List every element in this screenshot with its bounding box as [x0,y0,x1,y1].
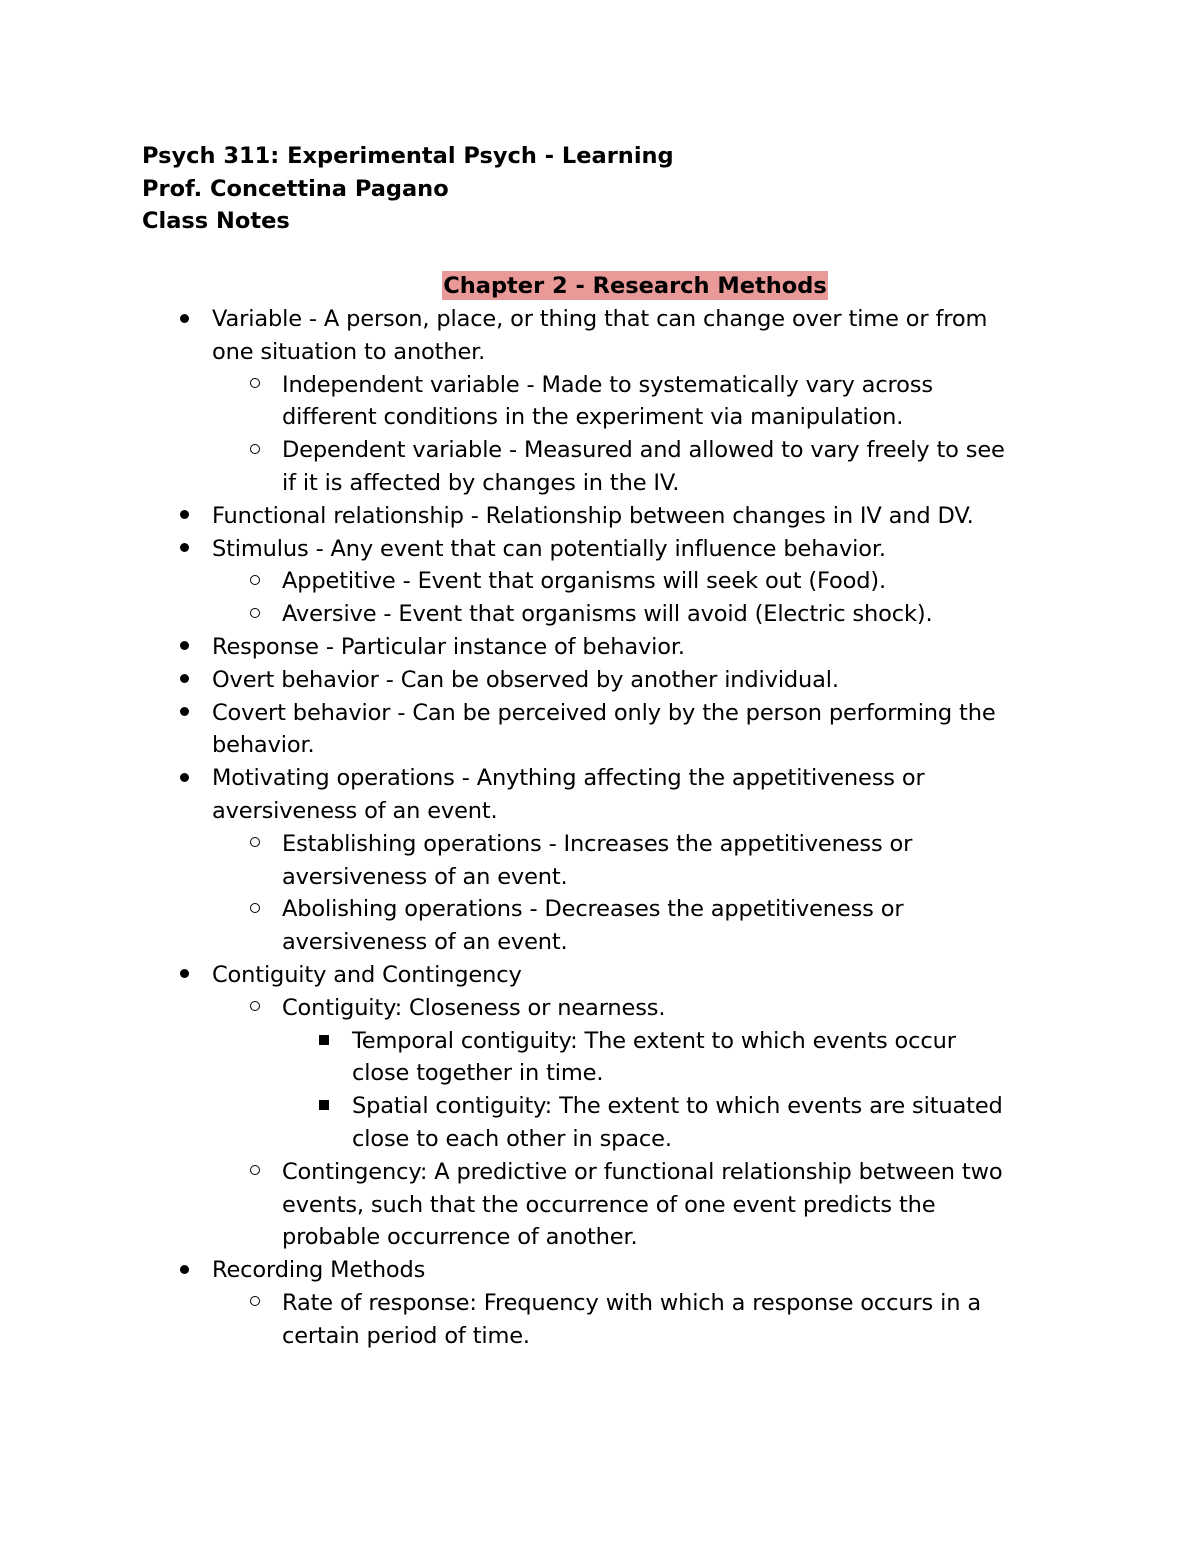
list-item-text: one situation to another. [212,338,486,365]
bullet-dot-icon [174,303,194,336]
course-title: Psych 311: Experimental Psych - Learning [142,143,674,169]
list-item-text: Contiguity and Contingency [212,961,522,988]
list-item [0,369,1200,435]
bullet-circle-icon [245,1287,265,1320]
bullet-dot-icon [174,500,194,533]
bullet-dot-icon [174,959,194,992]
list-item [0,664,1200,697]
list-item [0,1090,1200,1156]
bullet-dot-icon [174,631,194,664]
list-item-text: Variable - A person, place, or thing that can change over time or from [212,306,988,332]
list-item-text: close to each other in space. [352,1125,672,1152]
list-item-text: if it is affected by changes in the IV. [282,469,680,496]
bullet-circle-icon [245,893,265,926]
chapter-heading [0,270,1200,303]
list-item [0,1156,1200,1254]
list-item-text: Covert behavior - Can be perceived only by the person performing the [212,699,996,726]
bullet-square-icon [314,1025,334,1058]
list-item-text: Spatial contiguity: The extent to which events are situated [352,1093,1003,1120]
list-item [0,533,1200,566]
list-item-text: aversiveness of an event. [212,797,498,824]
list-item-text: aversiveness of an event. [282,929,568,956]
notes-list [0,303,1200,1353]
bullet-circle-icon [245,828,265,861]
list-item-text: different conditions in the experiment via manipulation. [282,404,904,431]
list-item-text: Motivating operations - Anything affecting the appetitiveness or [212,765,925,792]
list-item [0,565,1200,598]
list-item-text: probable occurrence of another. [282,1224,638,1251]
bullet-square-icon [314,1090,334,1123]
bullet-dot-icon [174,533,194,566]
bullet-circle-icon [245,992,265,1025]
list-item-text: Dependent variable - Measured and allowed to vary freely to see [282,437,1005,464]
list-item [0,598,1200,631]
list-item [0,1025,1200,1091]
bullet-dot-icon [174,762,194,795]
list-item-text: certain period of time. [282,1322,530,1349]
list-item-text: Contiguity: Closeness or nearness. [282,994,666,1021]
list-item-text: aversiveness of an event. [282,863,568,890]
list-item-text: behavior. [212,732,315,759]
list-item-text: Recording Methods [212,1257,426,1284]
list-item-text: Abolishing operations - Decreases the appetitiveness or [282,896,904,923]
list-item-text: Temporal contiguity: The extent to which events occur [352,1027,956,1054]
list-item [0,992,1200,1025]
list-item [0,893,1200,959]
list-item-text: Establishing operations - Increases the appetitiveness or [282,830,913,857]
list-item-text: Appetitive - Event that organisms will seek out (Food). [282,568,887,595]
bullet-circle-icon [245,565,265,598]
list-item-text: Rate of response: Frequency with which a response occurs in a [282,1289,981,1316]
bullet-dot-icon [174,1254,194,1287]
bullet-dot-icon [174,697,194,730]
list-item-text: close together in time. [352,1060,604,1087]
bullet-circle-icon [245,1156,265,1189]
list-item [0,1254,1200,1287]
list-item-text: Functional relationship - Relationship between changes in IV and DV. [212,502,974,529]
list-item [0,434,1200,500]
list-item [0,762,1200,828]
list-item [0,631,1200,664]
document-header [142,140,674,238]
list-item-text: Aversive - Event that organisms will avoid (Electric shock). [282,601,933,628]
list-item-text: Independent variable - Made to systematically vary across [282,371,933,398]
bullet-circle-icon [245,434,265,467]
list-item-text: events, such that the occurrence of one event predicts the [282,1191,936,1218]
list-item [0,303,1200,369]
bullet-circle-icon [245,598,265,631]
list-item [0,1287,1200,1353]
list-item [0,500,1200,533]
chapter-title: Chapter 2 - Research Methods [443,273,827,299]
list-item-text: Response - Particular instance of behavior. [212,633,685,660]
bullet-dot-icon [174,664,194,697]
list-item [0,697,1200,763]
list-item-text: Stimulus - Any event that can potentially influence behavior. [212,535,886,562]
bullet-circle-icon [245,369,265,402]
list-item-text: Contingency: A predictive or functional relationship between two [282,1158,1003,1185]
professor-name: Prof. Concettina Pagano [142,175,449,202]
list-item [0,959,1200,992]
list-item [0,828,1200,894]
list-item-text: Overt behavior - Can be observed by another individual. [212,666,839,693]
document-type: Class Notes [142,208,290,235]
